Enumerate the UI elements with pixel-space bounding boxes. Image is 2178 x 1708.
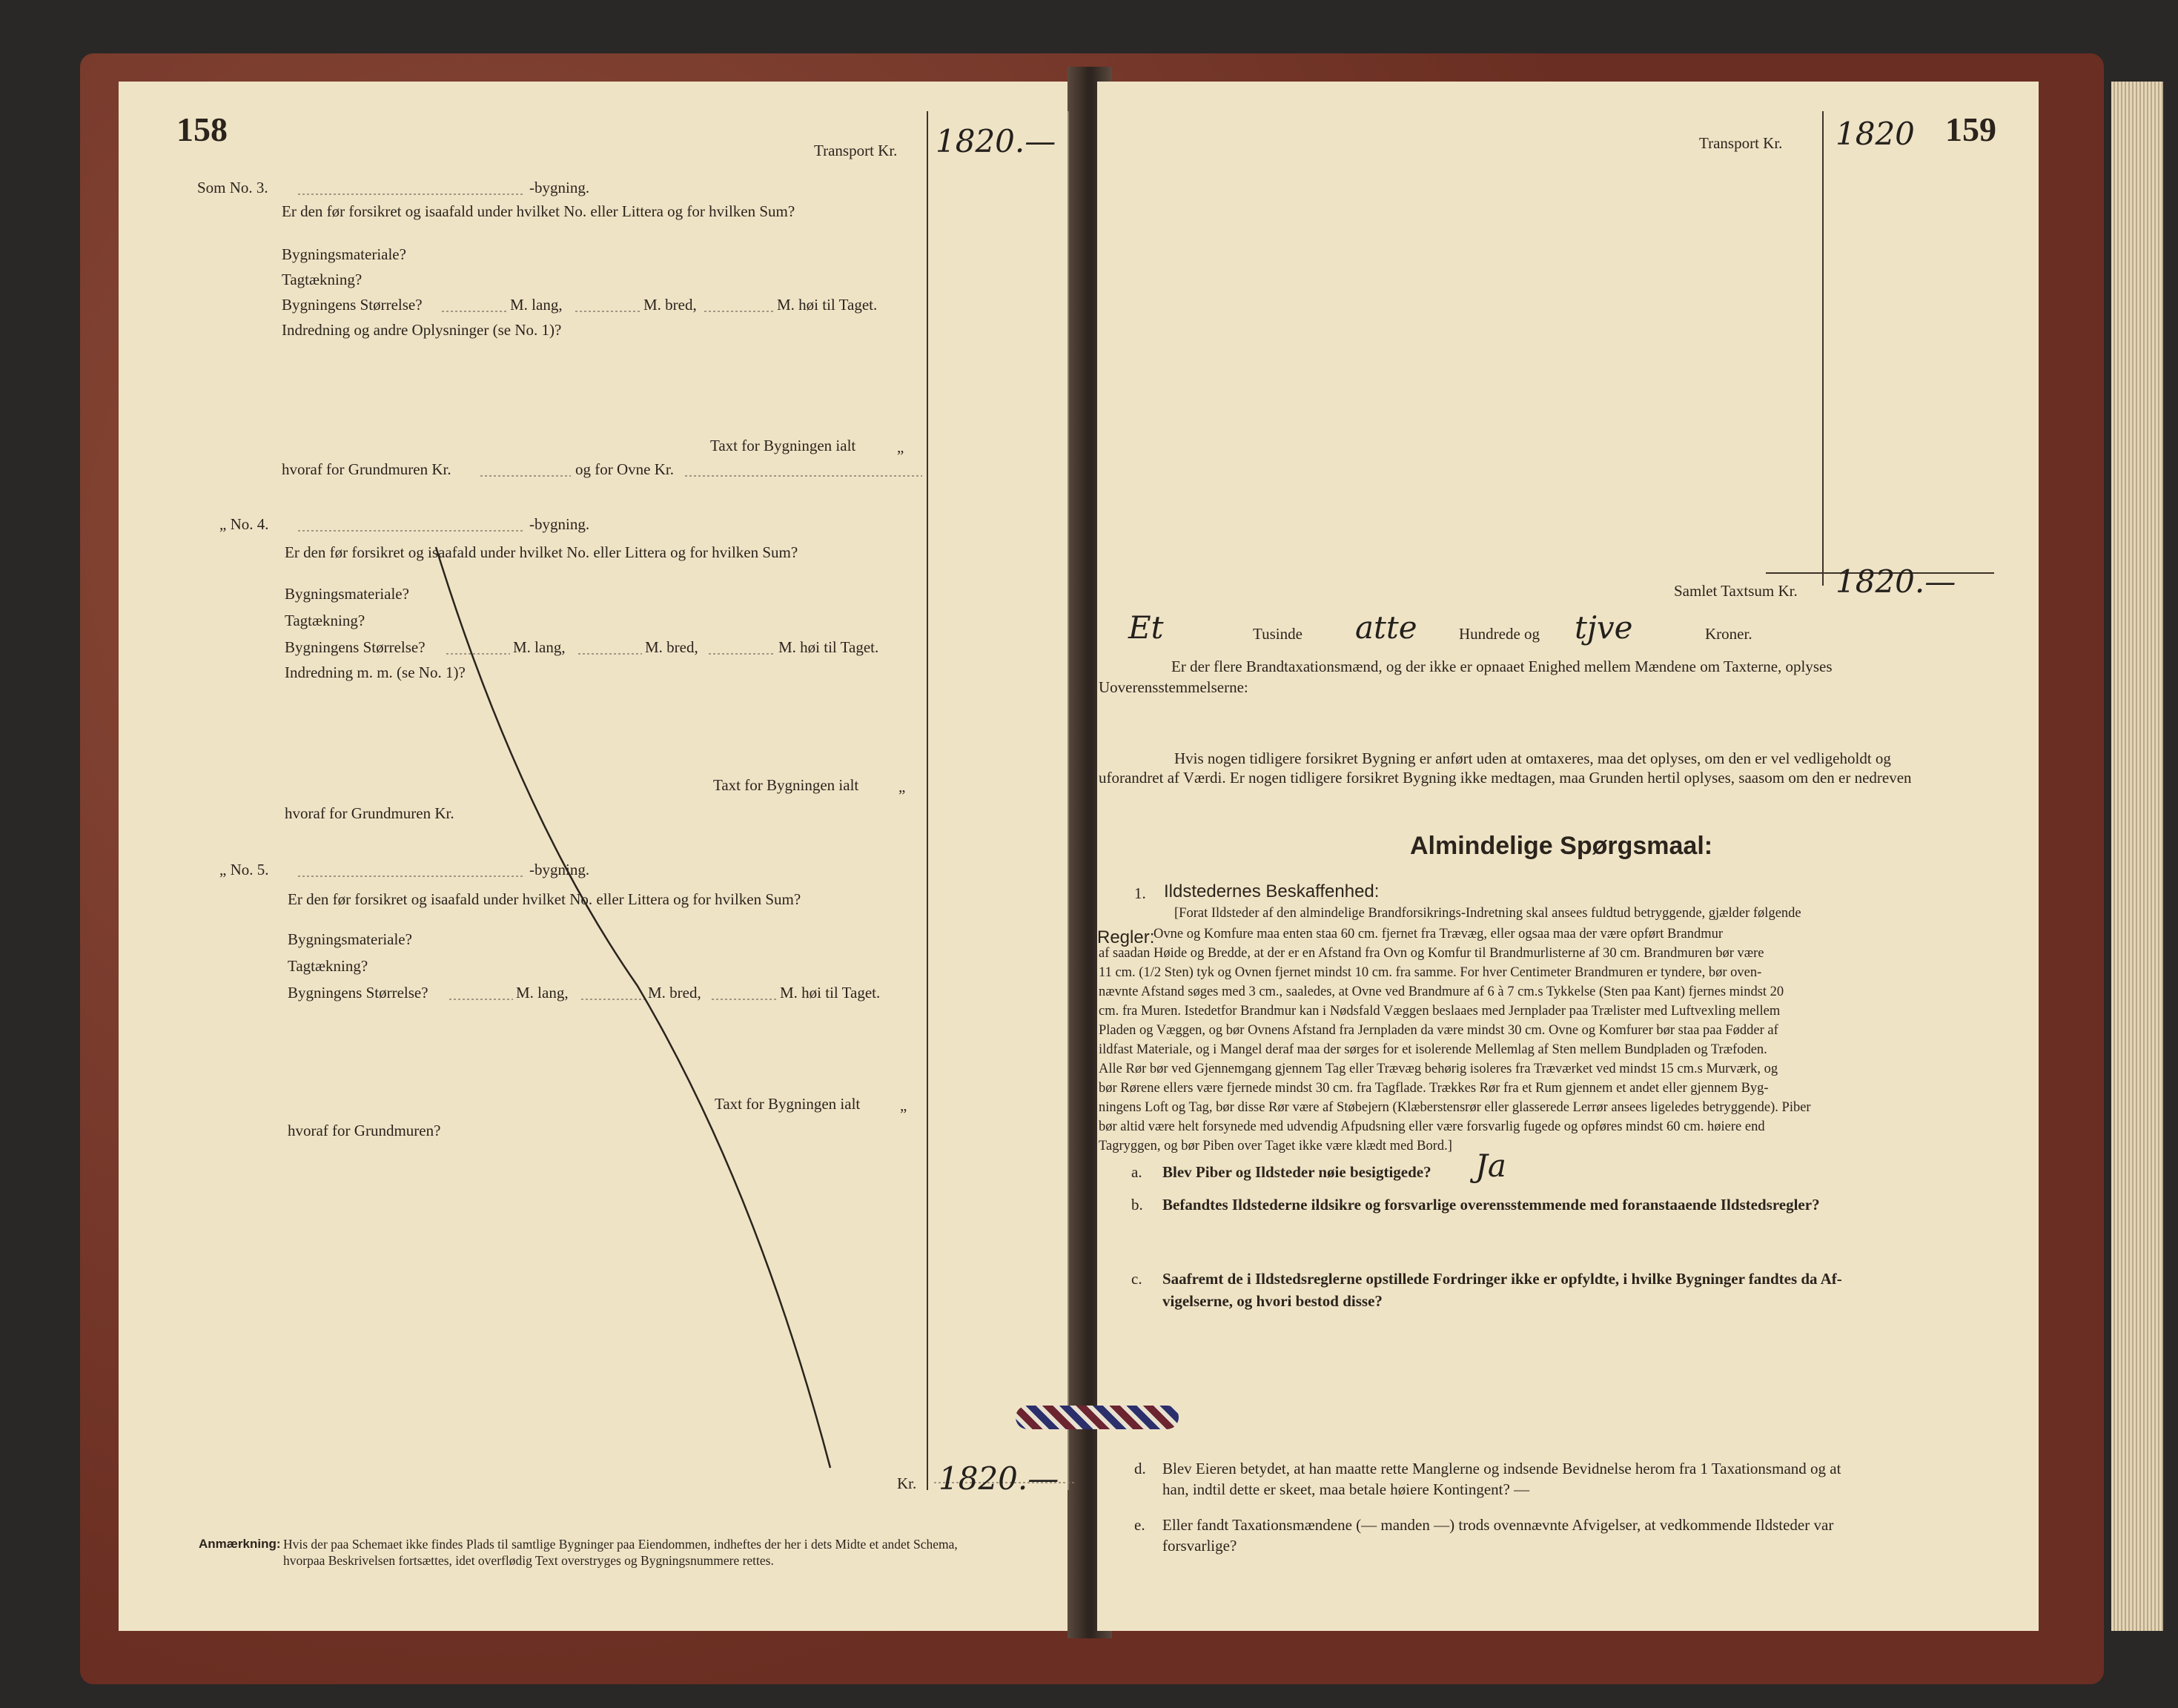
no3-material: Bygningsmateriale? [282, 245, 406, 263]
qb-text: Befandtes Ildstederne ildsikre og forsvarlige overensstemmende med foranstaaende Ildstedsregler? [1162, 1196, 1820, 1214]
no5-question: Er den før forsikret og isaafald under hvilket No. eller Littera og for hvilken Sum? [288, 890, 801, 908]
no5-material: Bygningsmateriale? [288, 930, 412, 948]
right-page-number: 159 [1945, 110, 1996, 148]
page-edge-stack [2111, 82, 2163, 1631]
no5-size: Bygningens Størrelse? [288, 984, 428, 1002]
no4-indredning: Indredning m. m. (se No. 1)? [285, 663, 466, 681]
left-amount-column-rule [927, 111, 928, 1490]
qe-text-1: Eller fandt Taxationsmændene (— manden —) trods ovennævnte Afvigelser, at vedkommende Ildsteder var [1162, 1516, 1834, 1534]
no5-hvoraf: hvoraf for Grundmuren? [288, 1122, 441, 1139]
no4-hoi: M. høi til Taget. [778, 638, 879, 656]
rules-line-7: ildfast Materiale, og i Mangel deraf maa der sørges for et isolerende Mellemlag af Sten mellem Bundpladen og Træfoden. [1099, 1042, 1767, 1057]
no4-size: Bygningens Størrelse? [285, 638, 426, 656]
q1-number: 1. [1134, 884, 1146, 902]
q1-title: Ildstedernes Beskaffenhed: [1164, 881, 1380, 901]
rules-line-11: bør altid være helt forsynede med udvendig Afpudsning eller være forsvarlig fugede og opføres mindst 60 cm. høiere end [1099, 1119, 1765, 1134]
no5-lang: M. lang, [516, 984, 569, 1002]
no3-hoi: M. høi til Taget. [777, 296, 878, 314]
left-page-border-rule [1068, 111, 1069, 1490]
left-page [119, 82, 1076, 1631]
qd-letter: d. [1134, 1460, 1146, 1477]
right-transport-label: Transport Kr. [1699, 134, 1783, 152]
left-transport-value: 1820.— [936, 123, 1056, 159]
amount-tens-hand: tjve [1575, 609, 1633, 646]
left-page-number: 158 [176, 110, 228, 148]
rules-line-12: Tagryggen, og bør Piben over Taget ikke være klædt med Bord.] [1099, 1139, 1452, 1153]
right-amount-column-rule [1822, 111, 1824, 586]
hundrede-og-label: Hundrede og [1459, 625, 1540, 643]
left-transport-label: Transport Kr. [814, 142, 898, 159]
no3-question: Er den før forsikret og isaafald under hvilket No. eller Littera og for hvilken Sum? [282, 202, 795, 220]
rules-line-2: af saadan Høide og Bredde, at der er en Afstand fra Ovn og Komfur til Brandmurlisterne af 30 cm. Brandmuren bør være [1099, 946, 1764, 961]
qd-text-1: Blev Eieren betydet, at han maatte rette Manglerne og indsende Bevidnelse herom fra 1 Taxationsmand og at [1162, 1460, 1841, 1477]
qb-letter: b. [1131, 1196, 1143, 1214]
no3-indredning: Indredning og andre Oplysninger (se No. 1)? [282, 321, 562, 339]
right-transport-value: 1820 [1836, 116, 1915, 152]
no3-bred: M. bred, [643, 296, 697, 314]
no3-quote: „ [897, 438, 904, 456]
samlet-value: 1820.— [1836, 563, 1956, 600]
para1-line-a: Er der flere Brandtaxationsmænd, og der ikke er opnaaet Enighed mellem Mændene om Taxterne, oplyses [1171, 658, 1833, 675]
no4-question: Er den før forsikret og isaafald under hvilket No. eller Littera og for hvilken Sum? [285, 543, 798, 561]
no5-quote: „ [900, 1096, 907, 1114]
rules-line-3: 11 cm. (1/2 Sten) tyk og Ovnen fjernet mindst 10 cm. fra samme. For hver Centimeter Brandmuren er tyndere, bør oven- [1099, 965, 1762, 980]
kroner-label: Kroner. [1705, 625, 1752, 643]
no3-taxt: Taxt for Bygningen ialt [710, 437, 856, 454]
note-text-2: hvorpaa Beskrivelsen fortsættes, idet overflødig Text overstryges og Bygningsnummere rettes. [283, 1553, 774, 1568]
para2-line-b: uforandret af Værdi. Er nogen tidligere forsikret Bygning ikke medtagen, maa Grunden hertil oplyses, saasom om den er nedreven [1099, 769, 1912, 787]
qc-text-2: vigelserne, og hvori bestod disse? [1162, 1292, 1383, 1310]
note-text-1: Hvis der paa Schemaet ikke findes Plads til samtlige Bygninger paa Eiendommen, indheftes der her i dets Midte et andet Schema, [283, 1537, 958, 1552]
no4-tag: Tagtækning? [285, 612, 365, 629]
rules-line-8: Alle Rør bør ved Gjennemgang gjennem Tag eller Trævæg behørig isoleres fra Træværket ved mindst 15 cm.s Murværk, og [1099, 1062, 1778, 1076]
no4-bygning: -bygning. [529, 515, 590, 533]
qd-text-2: han, indtil dette er skeet, maa betale høiere Kontingent? — [1162, 1480, 1530, 1498]
no4-lang: M. lang, [513, 638, 566, 656]
no5-hoi: M. høi til Taget. [780, 984, 881, 1002]
left-total-label: Kr. [897, 1474, 917, 1492]
no4-taxt: Taxt for Bygningen ialt [713, 776, 859, 794]
rules-line-6: Pladen og Væggen, og bør Ovnens Afstand fra Jernpladen da være mindst 30 cm. Ovne og Komfurer bør staa paa Fødder af [1099, 1023, 1778, 1038]
no3-tag: Tagtækning? [282, 271, 363, 288]
qc-letter: c. [1131, 1270, 1142, 1288]
rules-line-5: cm. fra Muren. Istedetfor Brandmur kan i Nødsfald Væggen beslaaes med Jernplader paa Trælister med Luftvexling mellem [1099, 1004, 1781, 1019]
qe-letter: e. [1134, 1516, 1145, 1534]
no5-prefix: „ No. 5. [219, 861, 269, 878]
para1-line-b: Uoverensstemmelserne: [1099, 678, 1248, 696]
amount-thousands-hand: Et [1128, 609, 1164, 646]
no3-size: Bygningens Størrelse? [282, 296, 423, 314]
rules-line-4: nævnte Afstand søges med 3 cm., saaledes, at Ovne ved Brandmure af 6 à 7 cm.s Tykkelse (Sten paa Kant) fjernes mindst 20 [1099, 984, 1784, 999]
samlet-label: Samlet Taxtsum Kr. [1674, 582, 1798, 600]
no4-hvoraf: hvoraf for Grundmuren Kr. [285, 804, 454, 822]
qa-answer-hand: Ja [1475, 1148, 1506, 1184]
rules-line-9: bør Rørene ellers være fjernede mindst 30 cm. fra Tagflade. Trækkes Rør fra et Rum gjennem et andet eller gjennem Byg- [1099, 1081, 1769, 1096]
qc-text-1: Saafremt de i Ildstedsreglerne opstillede Fordringer ikke er opfyldte, i hvilke Bygninger fandtes da Af- [1162, 1270, 1842, 1288]
no5-taxt: Taxt for Bygningen ialt [715, 1095, 861, 1113]
section-heading: Almindelige Spørgsmaal: [1410, 832, 1713, 860]
no5-tag: Tagtækning? [288, 957, 368, 975]
no3-lang: M. lang, [510, 296, 563, 314]
bookmark-ribbon [1016, 1406, 1179, 1429]
regler-label: Regler: [1097, 927, 1155, 947]
left-total-value: 1820.— [939, 1460, 1059, 1497]
qa-text: Blev Piber og Ildsteder nøie besigtigede? [1162, 1163, 1431, 1181]
rules-line-0: [Forat Ildsteder af den almindelige Brandforsikrings-Indretning skal ansees fuldtud betryggende, gjælder følgende [1174, 906, 1801, 921]
qe-text-2: forsvarlige? [1162, 1537, 1237, 1555]
no4-quote: „ [898, 778, 906, 795]
para2-line-a: Hvis nogen tidligere forsikret Bygning er anført uden at omtaxeres, maa det oplyses, om den er vel vedligeholdt og [1174, 749, 1891, 767]
no5-bygning: -bygning. [529, 861, 590, 878]
rules-line-10: ningens Loft og Tag, bør disse Rør være af Støbejern (Klæberstensrør eller glasserede Lerrør ansees ligeledes betryggende). Piber [1099, 1100, 1811, 1115]
tusinde-label: Tusinde [1253, 625, 1303, 643]
no3-ovne: og for Ovne Kr. [575, 460, 674, 478]
no4-material: Bygningsmateriale? [285, 585, 409, 603]
no3-prefix: Som No. 3. [197, 179, 268, 196]
amount-hundreds-hand: atte [1355, 609, 1417, 646]
rules-line-1: Ovne og Komfure maa enten staa 60 cm. fjernet fra Trævæg, eller ogsaa maa der være opført Brandmur [1153, 927, 1724, 941]
no4-prefix: „ No. 4. [219, 515, 269, 533]
qa-letter: a. [1131, 1163, 1142, 1181]
no5-bred: M. bred, [648, 984, 701, 1002]
note-label: Anmærkning: [199, 1537, 281, 1551]
no3-bygning: -bygning. [529, 179, 590, 196]
no4-bred: M. bred, [645, 638, 698, 656]
no3-hvoraf: hvoraf for Grundmuren Kr. [282, 460, 451, 478]
